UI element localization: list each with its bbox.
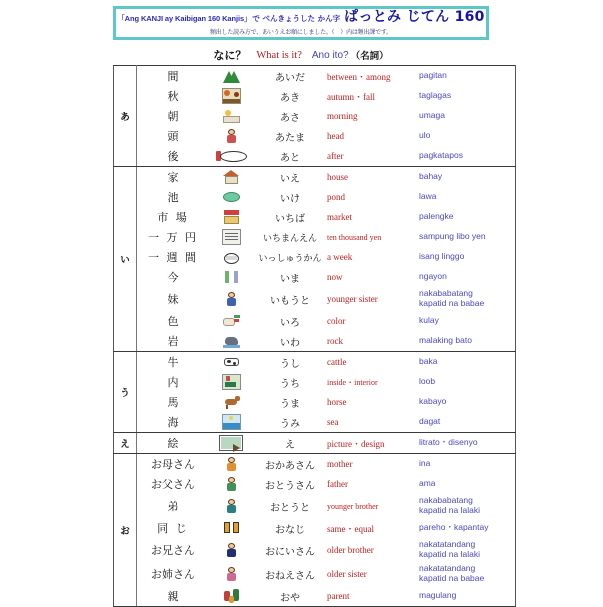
filipino-cell <box>419 106 516 126</box>
after-bubble-icon <box>209 146 253 167</box>
header-subline: 頻出した読み方で、あいうえお順にしました。（ ）内は頻出課です。 <box>209 28 392 36</box>
filipino-cell <box>419 227 516 247</box>
filipino-cell <box>419 146 516 167</box>
english-cell: after <box>327 146 419 167</box>
reading-cell: うし <box>253 352 327 373</box>
filipino-cell <box>419 352 516 373</box>
filipino-cell <box>419 267 516 287</box>
subtitle-category: （名詞） <box>350 51 389 62</box>
filipino-line: palengke <box>419 211 454 222</box>
table-row <box>114 562 516 586</box>
cow-icon <box>209 352 253 373</box>
kanji-cell: 色 <box>167 315 179 328</box>
table-row <box>114 126 516 146</box>
reading-cell: おとうさん <box>265 480 315 492</box>
filipino-line: litrato・disenyo <box>419 437 478 448</box>
table-row <box>114 494 516 518</box>
reading-cell: いちまんえん <box>262 233 317 244</box>
kanji-cell: 内 <box>167 376 179 389</box>
reading-cell: あさ <box>280 112 300 124</box>
reading-cell: あいだ <box>253 66 327 87</box>
table-row <box>114 267 516 287</box>
filipino-line: ulo <box>419 130 431 141</box>
reading-cell: いえ <box>253 167 327 188</box>
kanji-cell: 秋 <box>167 90 179 103</box>
english-cell: horse <box>327 397 347 407</box>
filipino-cell <box>419 247 516 267</box>
english-cell: a week <box>327 252 353 262</box>
two-mugs-icon <box>209 518 253 538</box>
english-cell: mother <box>327 454 419 475</box>
morning-icon <box>209 106 253 126</box>
reading-cell: おにいさん <box>265 546 315 558</box>
filipino-line: ina <box>419 458 431 469</box>
kanji-cell: 妹 <box>167 293 179 306</box>
reading-cell: おとうと <box>270 502 310 514</box>
filipino-cell <box>419 562 516 586</box>
reading-cell: いもうと <box>270 295 310 307</box>
kanji-cell: 朝 <box>167 110 179 123</box>
english-cell: house <box>327 167 419 188</box>
header-title-mid: で べんきょうした かん字 <box>252 14 341 24</box>
filipino-line: pagkatapos <box>419 150 463 161</box>
section-kana-あ: あ <box>114 66 137 167</box>
filipino-line: loob <box>419 376 436 387</box>
mountain-valley-icon <box>209 66 253 87</box>
filipino-cell <box>419 454 516 475</box>
kanji-cell: お兄さん <box>151 544 195 557</box>
table-row <box>114 106 516 126</box>
english-cell: inside・interior <box>327 377 378 387</box>
filipino-cell <box>419 474 516 494</box>
rock-icon <box>209 331 253 352</box>
english-cell: pond <box>327 192 345 202</box>
filipino-cell <box>419 311 516 331</box>
table-row <box>114 167 516 188</box>
filipino-line: nakababatang <box>419 495 473 506</box>
kanji-cell: 間 <box>137 66 210 87</box>
english-cell: older sister <box>327 569 367 579</box>
filipino-cell <box>419 167 516 188</box>
younger-brother-icon <box>209 494 253 518</box>
reading-cell: あと <box>253 146 327 167</box>
header-title-line <box>117 10 484 25</box>
vocabulary-table <box>113 65 516 607</box>
filipino-line: isang linggo <box>419 251 465 262</box>
older-brother-icon <box>209 538 253 562</box>
reading-cell: いろ <box>280 317 300 329</box>
section-kana-う: う <box>114 352 137 433</box>
filipino-cell <box>419 433 516 454</box>
section-kana-い: い <box>114 167 137 352</box>
kanji-cell: 弟 <box>167 500 179 513</box>
english-cell: younger sister <box>327 294 378 304</box>
english-cell: parent <box>327 586 419 607</box>
kanji-cell: 馬 <box>167 396 179 409</box>
table-row <box>114 392 516 412</box>
filipino-line: nakatatandang <box>419 539 476 550</box>
filipino-line: sampung libo yen <box>419 231 486 242</box>
english-cell: picture・design <box>327 433 419 454</box>
table-row <box>114 66 516 87</box>
english-cell: sea <box>327 412 419 433</box>
subtitle-filipino: Ano ito? <box>311 49 349 61</box>
reading-cell: うま <box>280 398 300 410</box>
table-row <box>114 412 516 433</box>
kanji-cell: 同 じ <box>157 522 189 535</box>
kanji-cell: 親 <box>137 586 210 607</box>
horse-icon <box>209 392 253 412</box>
filipino-line: malaking bato <box>419 335 472 346</box>
reading-cell: おや <box>253 586 327 607</box>
english-cell: morning <box>327 111 358 121</box>
filipino-line: ngayon <box>419 271 447 282</box>
table-row <box>114 454 516 475</box>
filipino-cell <box>419 538 516 562</box>
table-row <box>114 146 516 167</box>
reading-cell: いけ <box>280 193 300 205</box>
english-cell: rock <box>327 331 419 352</box>
interior-room-icon <box>209 372 253 392</box>
kanji-cell: 海 <box>137 412 210 433</box>
english-cell: market <box>327 212 352 222</box>
kanji-cell: お父さん <box>151 478 195 491</box>
autumn-leaves-icon <box>209 86 253 106</box>
filipino-line: pagitan <box>419 70 447 81</box>
kanji-cell: 後 <box>137 146 210 167</box>
filipino-cell <box>419 392 516 412</box>
english-cell: same・equal <box>327 523 374 534</box>
table-row <box>114 538 516 562</box>
table-row <box>114 207 516 227</box>
kanji-cell: お姉さん <box>151 568 195 581</box>
table-row <box>114 86 516 106</box>
now-icon <box>209 267 253 287</box>
table-row <box>114 287 516 311</box>
banknote-icon <box>209 227 253 247</box>
table-row <box>114 311 516 331</box>
kanji-cell: 家 <box>137 167 210 188</box>
english-cell: autumn・fall <box>327 91 375 102</box>
kanji-cell: 一 週 間 <box>148 251 198 264</box>
table-row <box>114 352 516 373</box>
kanji-cell: 岩 <box>137 331 210 352</box>
filipino-cell <box>419 287 516 311</box>
reading-cell: うち <box>280 378 300 390</box>
filipino-cell <box>419 66 516 87</box>
filipino-line: umaga <box>419 110 445 121</box>
filipino-cell <box>419 86 516 106</box>
reading-cell: おなじ <box>275 524 305 536</box>
kanji-cell: 一 万 円 <box>148 231 198 244</box>
reading-cell: いっしゅうかん <box>258 253 322 264</box>
filipino-cell <box>419 586 516 607</box>
filipino-cell <box>419 331 516 352</box>
palette-icon <box>209 311 253 331</box>
english-cell: father <box>327 479 348 489</box>
house-icon <box>209 167 253 188</box>
reading-cell: うみ <box>253 412 327 433</box>
header-title-main: ぱっとみ じてん 160 <box>344 9 485 26</box>
picture-frame-icon <box>209 433 253 454</box>
filipino-line: nakababatang <box>419 288 473 299</box>
english-cell: cattle <box>327 352 419 373</box>
filipino-line: bahay <box>419 171 443 182</box>
table-row <box>114 227 516 247</box>
reading-cell: おねえさん <box>265 570 315 582</box>
reading-cell: おかあさん <box>253 454 327 475</box>
market-icon <box>209 207 253 227</box>
kanji-cell: 今 <box>167 271 179 284</box>
table-row <box>114 247 516 267</box>
section-kana-え: え <box>114 433 137 454</box>
table-row <box>114 518 516 538</box>
reading-cell: いちば <box>275 213 305 225</box>
filipino-line: dagat <box>419 416 441 427</box>
header-banner <box>113 6 489 40</box>
reading-cell: いわ <box>253 331 327 352</box>
english-cell: now <box>327 272 343 282</box>
filipino-line: lawa <box>419 191 437 202</box>
filipino-cell <box>419 412 516 433</box>
filipino-line: kabayo <box>419 396 447 407</box>
filipino-line: baka <box>419 356 438 367</box>
english-cell: ten thousand yen <box>327 232 382 242</box>
mother-icon <box>209 454 253 475</box>
calendar-week-icon <box>209 247 253 267</box>
filipino-line: nakatatandang <box>419 563 476 574</box>
table-row <box>114 474 516 494</box>
father-icon <box>209 474 253 494</box>
kanji-cell: 絵 <box>137 433 210 454</box>
filipino-line: kulay <box>419 315 439 326</box>
kanji-cell: 市 場 <box>157 211 189 224</box>
filipino-cell <box>419 187 516 207</box>
table-row <box>114 586 516 607</box>
subtitle-english: What is it? <box>256 49 302 61</box>
filipino-line: ama <box>419 478 436 489</box>
filipino-line: kapatid na babae <box>419 298 485 308</box>
reading-cell: え <box>253 433 327 454</box>
table-row <box>114 433 516 454</box>
filipino-cell <box>419 518 516 538</box>
filipino-line: kapatid na babae <box>419 573 485 583</box>
table-row <box>114 187 516 207</box>
kanji-cell: 牛 <box>137 352 210 373</box>
head-girl-icon <box>209 126 253 146</box>
filipino-line: pareho・kapantay <box>419 522 489 533</box>
kanji-cell: 池 <box>167 191 179 204</box>
english-cell: color <box>327 316 346 326</box>
filipino-line: kapatid na lalaki <box>419 505 480 515</box>
sea-icon <box>209 412 253 433</box>
filipino-line: taglagas <box>419 90 452 101</box>
filipino-cell <box>419 207 516 227</box>
section-kana-お: お <box>114 454 137 607</box>
filipino-cell <box>419 494 516 518</box>
table-row <box>114 331 516 352</box>
filipino-line: kapatid na lalaki <box>419 549 480 559</box>
subtitle-row <box>113 46 489 64</box>
header-title-quote: 「Ang KANJI ay Kaibigan 160 Kanjis」 <box>117 14 252 24</box>
older-sister-icon <box>209 562 253 586</box>
filipino-cell <box>419 126 516 146</box>
reading-cell: あき <box>280 92 300 104</box>
filipino-cell <box>419 372 516 392</box>
kanji-cell: 頭 <box>167 130 179 143</box>
english-cell: older brother <box>327 545 374 555</box>
reading-cell: いま <box>280 273 300 285</box>
subtitle-japanese: なに？ <box>213 49 247 62</box>
table-row <box>114 372 516 392</box>
english-cell: between・among <box>327 66 419 87</box>
younger-sister-icon <box>209 287 253 311</box>
kanji-cell: お母さん <box>137 454 210 475</box>
filipino-line: magulang <box>419 590 457 601</box>
reading-cell: あたま <box>275 132 305 144</box>
parent-icon <box>209 586 253 607</box>
english-cell: younger brother <box>327 501 379 511</box>
pond-icon <box>209 187 253 207</box>
english-cell: head <box>327 131 344 141</box>
